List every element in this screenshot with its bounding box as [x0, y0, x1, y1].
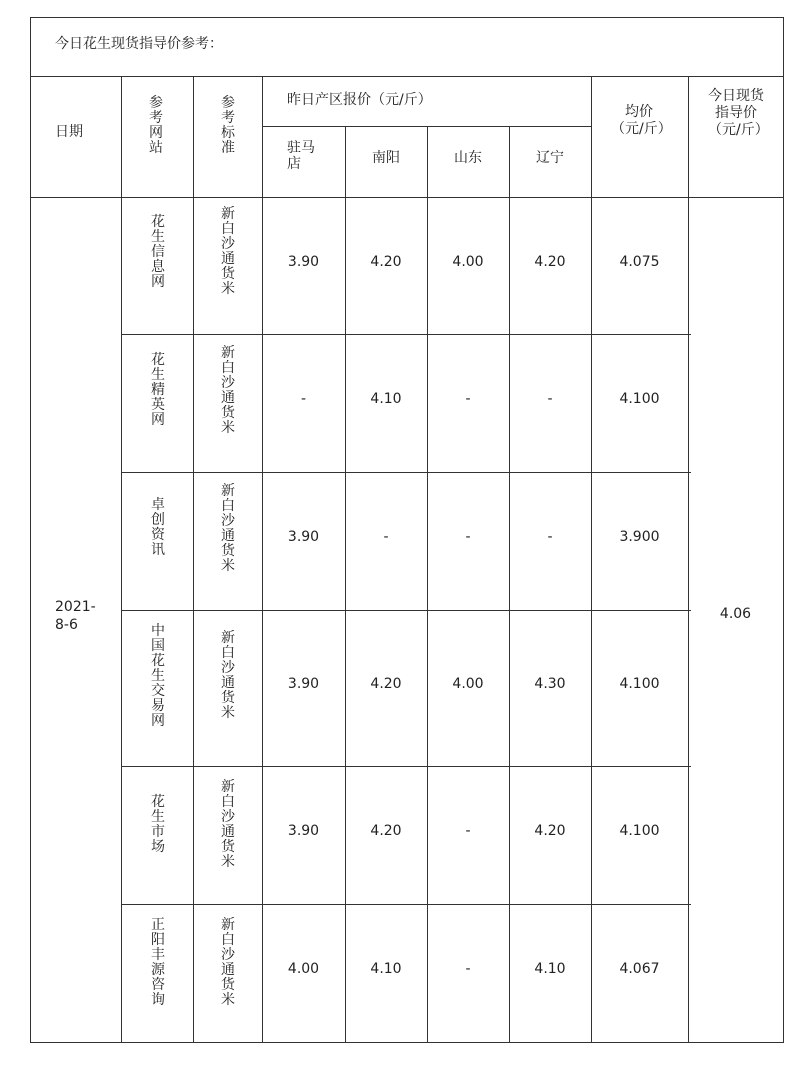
row-3-ny: - [383, 529, 389, 545]
row-4-ln: 4.30 [534, 676, 566, 692]
header-today-guide [708, 88, 769, 139]
line-standard-zmd [262, 76, 263, 1043]
line-row-5 [121, 904, 691, 905]
header-today-guide-text: 今日现货指导价（元/斤） [708, 88, 769, 138]
row-1-sd: 4.00 [452, 254, 484, 270]
row-6-avg: 4.067 [619, 961, 660, 977]
row-5-ny: 4.20 [370, 823, 402, 839]
row-3-standard: 新白沙通货米 [221, 483, 235, 574]
row-6-ny: 4.10 [370, 961, 402, 977]
row-2-site: 花生精英网 [151, 352, 165, 428]
header-site: 参考网站 [149, 95, 163, 156]
header-avg [611, 104, 672, 138]
row-3-sd: - [465, 529, 471, 545]
row-3-site: 卓创资讯 [151, 497, 165, 558]
row-6-ln: 4.10 [534, 961, 566, 977]
row-4-sd: 4.00 [452, 676, 484, 692]
line-header-bottom [30, 197, 784, 198]
header-region-zmd [287, 140, 325, 172]
row-6-standard: 新白沙通货米 [221, 917, 235, 1008]
line-site-standard [193, 76, 194, 1043]
table-title: 今日花生现货指导价参考： [55, 36, 223, 52]
row-5-ln: 4.20 [534, 823, 566, 839]
row-1-avg: 4.075 [619, 254, 660, 270]
row-3-avg: 3.900 [619, 529, 660, 545]
line-top [30, 17, 784, 18]
line-date-site [121, 76, 122, 1043]
header-region-zmd-text: 驻马店 [287, 140, 315, 172]
line-right [783, 17, 784, 1043]
header-date: 日期 [55, 124, 83, 140]
row-3-zmd: 3.90 [287, 529, 320, 545]
row-2-ny: 4.10 [370, 391, 402, 407]
row-1-site: 花生信息网 [151, 214, 165, 290]
row-2-zmd: - [300, 391, 307, 407]
line-row-3 [121, 610, 691, 611]
row-5-zmd: 3.90 [287, 823, 320, 839]
line-avg-guide [688, 76, 689, 1043]
row-5-standard: 新白沙通货米 [221, 779, 235, 870]
line-row-1 [121, 334, 691, 335]
header-region-sd: 山东 [454, 150, 482, 166]
row-6-zmd: 4.00 [287, 961, 320, 977]
row-2-avg: 4.100 [619, 391, 660, 407]
header-region-ln: 辽宁 [536, 150, 564, 166]
line-ln-avg [591, 76, 592, 1043]
row-1-zmd: 3.90 [287, 254, 320, 270]
line-title-bottom [30, 76, 784, 77]
row-6-sd: - [465, 961, 471, 977]
row-4-ny: 4.20 [370, 676, 402, 692]
row-6-site: 正阳丰源咨询 [151, 917, 165, 1008]
row-2-ln: - [547, 391, 553, 407]
row-5-sd: - [465, 823, 471, 839]
date-cell [55, 598, 105, 634]
line-row-2 [121, 472, 691, 473]
header-standard: 参考标准 [221, 95, 235, 156]
line-row-4 [121, 766, 691, 767]
header-avg-text: 均价（元/斤） [611, 104, 672, 137]
row-5-site: 花生市场 [151, 794, 165, 855]
row-1-standard: 新白沙通货米 [221, 206, 235, 297]
row-4-standard: 新白沙通货米 [221, 630, 235, 721]
row-1-ln: 4.20 [534, 254, 566, 270]
row-4-site: 中国花生交易网 [151, 623, 165, 729]
line-bottom [30, 1042, 784, 1043]
row-5-avg: 4.100 [619, 823, 660, 839]
row-2-sd: - [465, 391, 471, 407]
date-value: 2021-8-6 [55, 599, 96, 633]
header-region-ny: 南阳 [372, 150, 400, 166]
header-yesterday-quote: 昨日产区报价（元/斤） [287, 92, 432, 108]
row-4-zmd: 3.90 [287, 676, 320, 692]
row-3-ln: - [547, 529, 553, 545]
row-4-avg: 4.100 [619, 676, 660, 692]
line-left [30, 17, 31, 1043]
row-2-standard: 新白沙通货米 [221, 345, 235, 436]
today-guide-value: 4.06 [719, 606, 752, 622]
row-1-ny: 4.20 [370, 254, 402, 270]
